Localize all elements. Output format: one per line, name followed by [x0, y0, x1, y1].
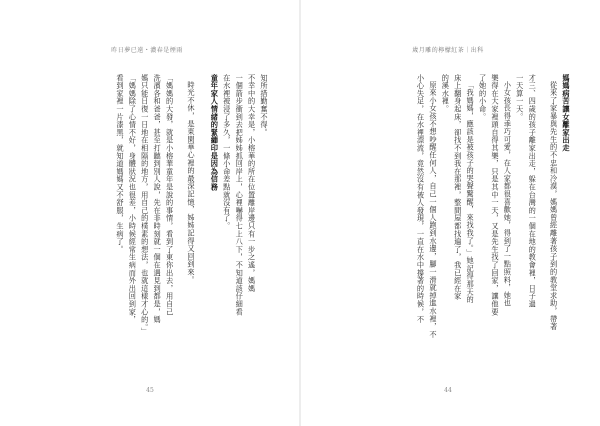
left-text-block: [54, 74, 270, 339]
text-column: 洗濱各和爸爸，甚至打聽到別人說，先在非時刻就一個在遇見到都是，媽: [153, 74, 163, 324]
text-column: 了她的小命。: [478, 74, 488, 121]
text-column: 一天算一天。: [515, 74, 525, 121]
text-column: 樂得在大家裡頭自得其樂，只是其中一天，又是先生找了回家，讓他要: [490, 74, 500, 316]
text-column: 「媽媽除了心情不好，身體狀況也很差，小時候經常生病而外出回到家，: [128, 74, 138, 324]
text-column: 的溪水裡。: [441, 74, 451, 113]
text-column: 不幸中的大幸是，小榕華的所在位置離岸邊只有一步之遙，媽媽: [247, 74, 257, 293]
section-heading: 童年家人情緒的緊繃印是因為信務: [210, 74, 220, 191]
left-running-head: 昨日夢已遠・濃春是煙雨: [111, 47, 183, 54]
text-column: 一個箭步衝到去把姊姊抓回岸上，心裡嚇得七上八下，不知道該仔細看: [235, 74, 245, 316]
text-column: 「我媽媽，應該是被孩子的哭聲驚醒，來找我了。」她記得那天的: [466, 81, 476, 304]
text-column: 原來小女孩不想吵醒任何人，自己一個人跑到水邊，腳一滑就掉進水裡，不: [428, 81, 438, 339]
text-column: 看到家裡一片漆黑，就知道媽媽又不舒服，生病了。: [115, 74, 125, 254]
text-column: 時光不休，是東閑華心裡的最深記憶，姊姊記得又回到來。: [186, 81, 196, 284]
right-page-number: 44: [444, 387, 452, 394]
text-column: 「媽媽的大發，就是小榕華童年是說的事情，看到了東你出去，用自己: [165, 74, 175, 316]
text-column: 小女孩長得乖巧可愛，在人家都很喜歡她，得到了一點照料，她也: [503, 81, 513, 308]
text-column: 媽只能日復一日地在相隔的地方，用自己的樸素的想法，也就這樣才心的。」: [140, 74, 150, 336]
left-page-number: 45: [146, 387, 154, 394]
text-column: 在水裡被浸了多久，一條小命差點就沒有了。: [222, 74, 232, 230]
right-running-head: 歲月雕的檸檬紅茶｜出科: [412, 47, 484, 54]
text-column: 知所措勤奮不得。: [260, 74, 269, 137]
text-column: 從來了家暴與先生的不忠和冷漠，媽媽曾經離著孩子到的教堂求助，帶著: [549, 81, 559, 331]
text-column: 小心失足，在水裡漂流，竟然沒有被人發現，一直在水中撐著的時候，不: [416, 74, 426, 324]
right-text-block: [354, 74, 572, 339]
text-column: 床上翻身起床，卻找不到我在那裡，整間屋都找遍了，我已經在家: [453, 74, 463, 301]
right-page: [300, 0, 600, 426]
section-heading: 媽媽病苦讓女離家出走: [562, 74, 571, 152]
text-column: 才三、四歲的孩子離家出走，躲在台灣的一個在地的教會裡，日子過: [528, 74, 538, 308]
